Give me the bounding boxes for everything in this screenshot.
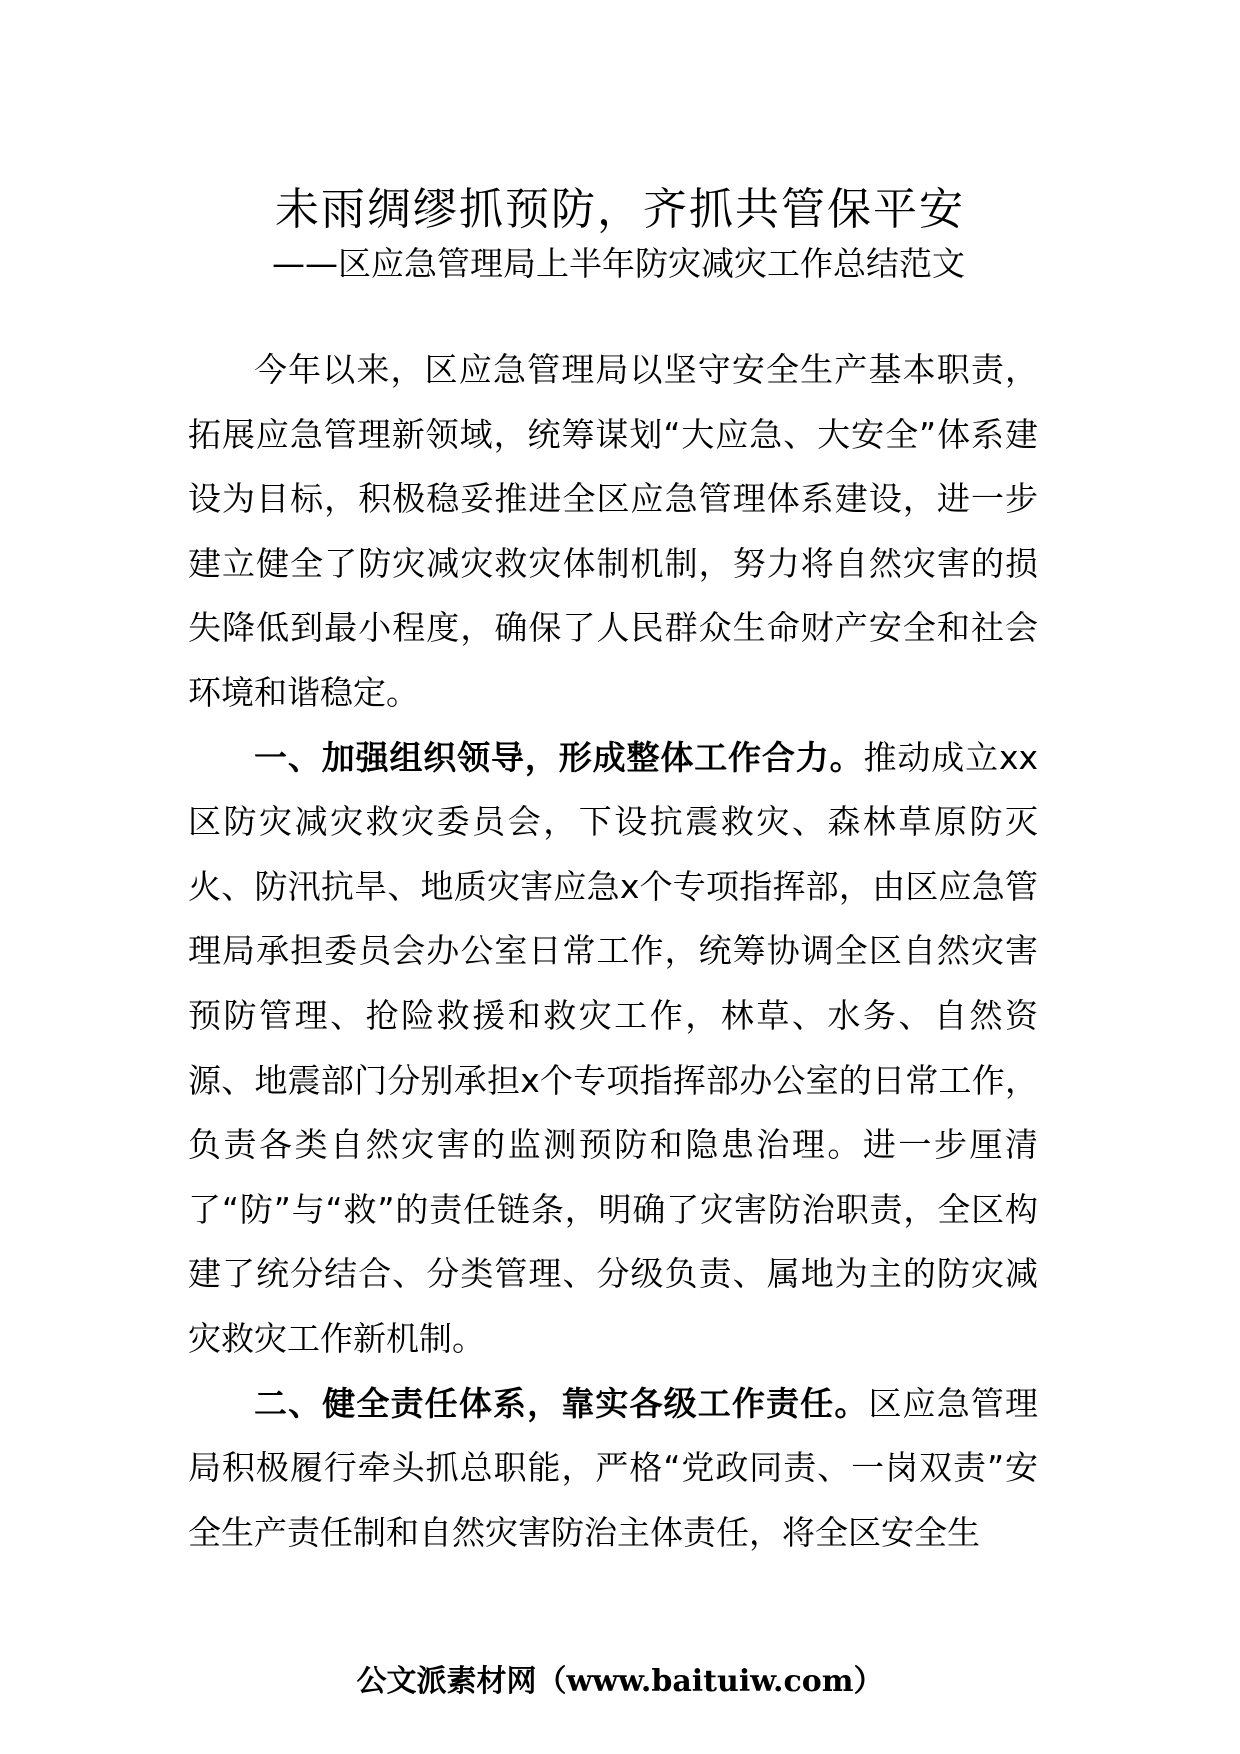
paragraph-section-1: [188, 726, 1038, 1372]
document-subtitle: ——区应急管理局上半年防灾减灾工作总结范文: [272, 244, 965, 283]
paragraph-section-2: [188, 1372, 1038, 1566]
section-heading: 二、健全责任体系，靠实各级工作责任。: [254, 1383, 869, 1423]
document-title: 未雨绸缪抓预防，齐抓共管保平安: [275, 184, 965, 235]
section-heading: 一、加强组织领导，形成整体工作合力。: [254, 737, 864, 777]
paragraph-intro: [188, 338, 1038, 726]
paragraph-text: 区应急管理局积极履行牵头抓总职能，严格“党政同责、一岗双责”安全生产责任制和自然灾害防治主体责任，将全区安全生: [188, 1383, 1039, 1552]
paragraph-text: 今年以来，区应急管理局以坚守安全生产基本职责，拓展应急管理新领域，统筹谋划“大应急、大安全”体系建设为目标，积极稳妥推进全区应急管理体系建设，进一步建立健全了防灾减灾救灾体制机制，努力将自然灾害的损失降低到最小程度，确保了人民群众生命财产安全和社会环境和谐稳定。: [188, 350, 1038, 712]
document-body: [188, 338, 1038, 1565]
paragraph-text: 推动成立xx区防灾减灾救灾委员会，下设抗震救灾、森林草原防灭火、防汛抗旱、地质灾害应急x个专项指挥部，由区应急管理局承担委员会办公室日常工作，统筹协调全区自然灾害预防管理、抢险救援和救灾工作，林草、水务、自然资源、地震部门分别承担x个专项指挥部办公室的日常工作，负责各类自然灾害的监测预防和隐患治理。进一步厘清了“防”与“救”的责任链条，明确了灾害防治职责，全区构建了统分结合、分类管理、分级负责、属地为主的防灾减灾救灾工作新机制。: [188, 737, 1039, 1358]
footer-watermark: 公文派素材网（www.baituiw.com）: [356, 1664, 884, 1699]
